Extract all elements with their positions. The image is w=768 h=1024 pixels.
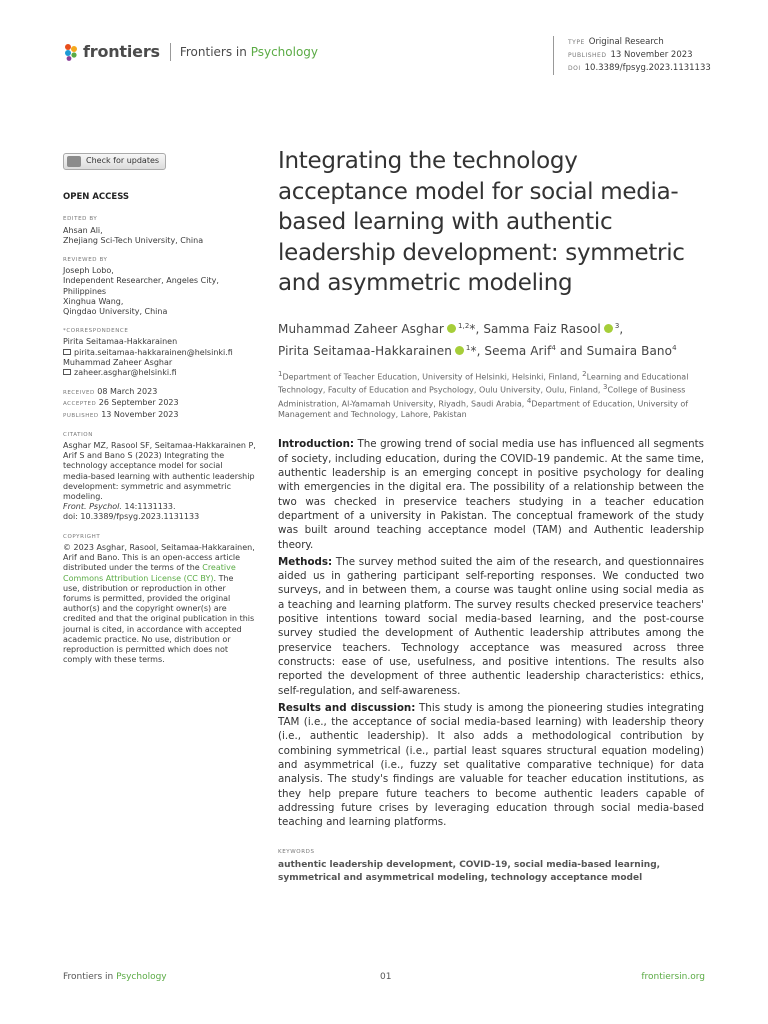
frontiers-logo[interactable] bbox=[63, 42, 318, 61]
author-name[interactable]: Seema Arif bbox=[484, 343, 552, 358]
abstract-introduction: Introduction: The growing trend of social media use has influenced all segments of society, including education, during the COVID-19 pandemic. At the same time, authentic leadership is an emerging concept in positive psychology for dealing with emergencies in the digital era. The possibility of a relationship between the two was checked in preservice teachers studying in a teacher education department of a university in Pakistan. The conceptual framework of the study was built around teaching acceptance model (TAM) and Authentic leadership theory. bbox=[278, 438, 704, 551]
brand-name: frontiers bbox=[83, 42, 160, 61]
envelope-icon bbox=[63, 349, 71, 355]
correspondence-label: *CORRESPONDENCE bbox=[63, 328, 129, 335]
orcid-icon[interactable] bbox=[604, 324, 613, 333]
editor-line: Zhejiang Sci-Tech University, China bbox=[63, 235, 204, 245]
reviewer-line: Joseph Lobo, bbox=[63, 266, 114, 276]
reviewer-line: Independent Researcher, Angeles City, bbox=[63, 276, 219, 286]
frontiers-logo-icon bbox=[63, 43, 79, 61]
orcid-icon[interactable] bbox=[447, 324, 456, 333]
copyright-line: distributed under the terms of the Creative bbox=[63, 563, 236, 573]
correspondent-email[interactable]: pirita.seitamaa-hakkarainen@helsinki.fi bbox=[63, 348, 263, 358]
copyright-line: reproduction is permitted which does not bbox=[63, 644, 229, 654]
keywords-label: KEYWORDS bbox=[278, 849, 315, 856]
reviewer-line: Philippines bbox=[63, 286, 107, 296]
open-access-label: OPEN ACCESS bbox=[63, 192, 130, 203]
copyright-line: academic practice. No use, distribution or bbox=[63, 634, 231, 644]
journal-prefix: Frontiers in bbox=[179, 44, 247, 59]
affiliations: $^1$Department of Teacher Education, University of Helsinki, Helsinki, Finland, $^2$Learning and Educational Technology, Faculty of Education and Psychology, Oulu University, Oulu, Finland, $^3$College of Business Administration, Al-Yamamah University, Riyadh, Saudi Arabia, $^4$Department of Education, University of Management and Technology, Lahore, Pakistan bbox=[278, 369, 689, 420]
journal-title: Psychology bbox=[250, 44, 319, 59]
article-meta bbox=[553, 36, 711, 75]
editor-line: Ahsan Ali, bbox=[63, 225, 103, 235]
article-title: Integrating the technology acceptance model for social media-based learning with authentic leadership development: symmetric and asymmetric modeling bbox=[278, 148, 685, 296]
page-header bbox=[63, 37, 711, 78]
published-date: PUBLISHED 13 November 2023 bbox=[63, 409, 179, 419]
footer-site-link[interactable]: frontiersin.org bbox=[641, 972, 705, 982]
citation-journal: Front. Psychol. 14:1131133. bbox=[63, 502, 176, 512]
copyright-line: credited and that the original publication in this bbox=[63, 614, 255, 624]
copyright-line: © 2023 Asghar, Rasool, Seitamaa-Hakkarainen, bbox=[63, 542, 255, 552]
abstract-methods: Methods: The survey method suited the aim of the research, and questionnaires aided us in gathering participant self-reporting responses. We conducted two surveys, and in between them, a course was taught online using social media as a teaching and learning platform. The survey results checked preservice teachers' positive intentions toward social media-based learning, and the post-course survey studied the development of Authentic leadership attributes among the preservice teachers. Technology acceptance was measured across three constructs: ease of use, usefulness, and positive intentions. The results also reported the development of three authentic leadership characteristics: ethics, self-regulation, and self-awareness. bbox=[278, 555, 704, 697]
copyright-label: COPYRIGHT bbox=[63, 533, 101, 540]
check-for-updates-button[interactable] bbox=[63, 153, 166, 170]
article-main bbox=[278, 146, 704, 885]
citation-line: Arif S and Bano S (2023) Integrating the bbox=[63, 451, 225, 461]
copyright-line: comply with these terms. bbox=[63, 655, 165, 665]
page-number: 01 bbox=[380, 972, 392, 982]
license-link[interactable]: Creative bbox=[202, 563, 236, 573]
citation-label: CITATION bbox=[63, 431, 93, 438]
reviewer-line: Qingdao University, China bbox=[63, 307, 168, 317]
update-badge-icon bbox=[67, 156, 81, 167]
meta-doi[interactable]: DOI 10.3389/fpsyg.2023.1131133 bbox=[568, 63, 711, 73]
citation-doi[interactable]: doi: 10.3389/fpsyg.2023.1131133 bbox=[63, 512, 200, 522]
reviewed-by-label: REVIEWED BY bbox=[63, 257, 108, 264]
footer-journal[interactable]: Frontiers in Psychology bbox=[63, 972, 167, 982]
author-name[interactable]: Sumaira Bano bbox=[586, 343, 673, 358]
check-updates-label: Check for updates bbox=[86, 156, 160, 166]
copyright-line: journal is cited, in accordance with accepted bbox=[63, 624, 242, 634]
copyright-line: use, distribution or reproduction in other bbox=[63, 583, 226, 593]
logo-divider bbox=[170, 43, 171, 61]
author-name[interactable]: Muhammad Zaheer Asghar bbox=[278, 321, 444, 336]
author-name[interactable]: Samma Faiz Rasool bbox=[483, 321, 601, 336]
copyright-line: Arif and Bano. This is an open-access article bbox=[63, 553, 241, 563]
abstract-results: Results and discussion: This study is among the pioneering studies integrating TAM (i.e., the acceptance of social media-based learning) with leadership theory (i.e., authentic leadership). It also adds a methodological contribution by combining symmetrical (i.e., partial least squares structural equation modeling) and asymmetrical (i.e., fuzzy set qualitative comparative technique) for data analysis. The study's findings are valuable for teacher education institutions, as they help prepare future teachers to become authentic leaders capable of addressing future crises by leveraging education through social media-based teaching and learning platforms. bbox=[278, 701, 705, 829]
meta-published: PUBLISHED 13 November 2023 bbox=[568, 50, 693, 60]
meta-type: TYPE Original Research bbox=[568, 37, 664, 47]
citation-line: development: symmetric and asymmetric bbox=[63, 481, 231, 491]
edited-by-label: EDITED BY bbox=[63, 216, 98, 223]
citation-line: Asghar MZ, Rasool SF, Seitamaa-Hakkarainen P, bbox=[63, 441, 256, 451]
accepted-date: ACCEPTED 26 September 2023 bbox=[63, 398, 179, 408]
journal-name[interactable] bbox=[180, 45, 318, 59]
correspondent-email[interactable]: zaheer.asghar@helsinki.fi bbox=[63, 368, 263, 378]
reviewer-line: Xinghua Wang, bbox=[63, 296, 124, 306]
citation-line: modeling. bbox=[63, 492, 103, 502]
copyright-line: author(s) and the copyright owner(s) are bbox=[63, 604, 227, 614]
copyright-line: forums is permitted, provided the original bbox=[63, 593, 231, 603]
dates-block bbox=[63, 387, 263, 421]
license-link[interactable]: Commons Attribution License (CC BY) bbox=[63, 573, 214, 583]
citation-line: media-based learning with authentic leadership bbox=[63, 471, 255, 481]
citation-line: technology acceptance model for social bbox=[63, 461, 223, 471]
correspondent-name: Muhammad Zaheer Asghar bbox=[63, 357, 173, 367]
copyright-line: Commons Attribution License (CC BY). The bbox=[63, 573, 234, 583]
orcid-icon[interactable] bbox=[455, 346, 464, 355]
envelope-icon bbox=[63, 369, 71, 375]
correspondent-name: Pirita Seitamaa-Hakkarainen bbox=[63, 337, 178, 347]
received-date: RECEIVED 08 March 2023 bbox=[63, 387, 158, 397]
article-sidebar bbox=[63, 153, 263, 665]
author-list: Muhammad Zaheer Asghar $^{1,2}$*, Samma Faiz Rasool $^3$, Pirita Seitamaa-Hakkarainen $^1$*, Seema Arif$^4$ and Sumaira Bano$^4$ bbox=[278, 321, 677, 358]
keywords: authentic leadership development, COVID-19, social media-based learning, symmetrical and asymmetrical modeling, technology acceptance model bbox=[278, 860, 661, 884]
author-name[interactable]: Pirita Seitamaa-Hakkarainen bbox=[278, 343, 452, 358]
abstract bbox=[278, 437, 704, 829]
